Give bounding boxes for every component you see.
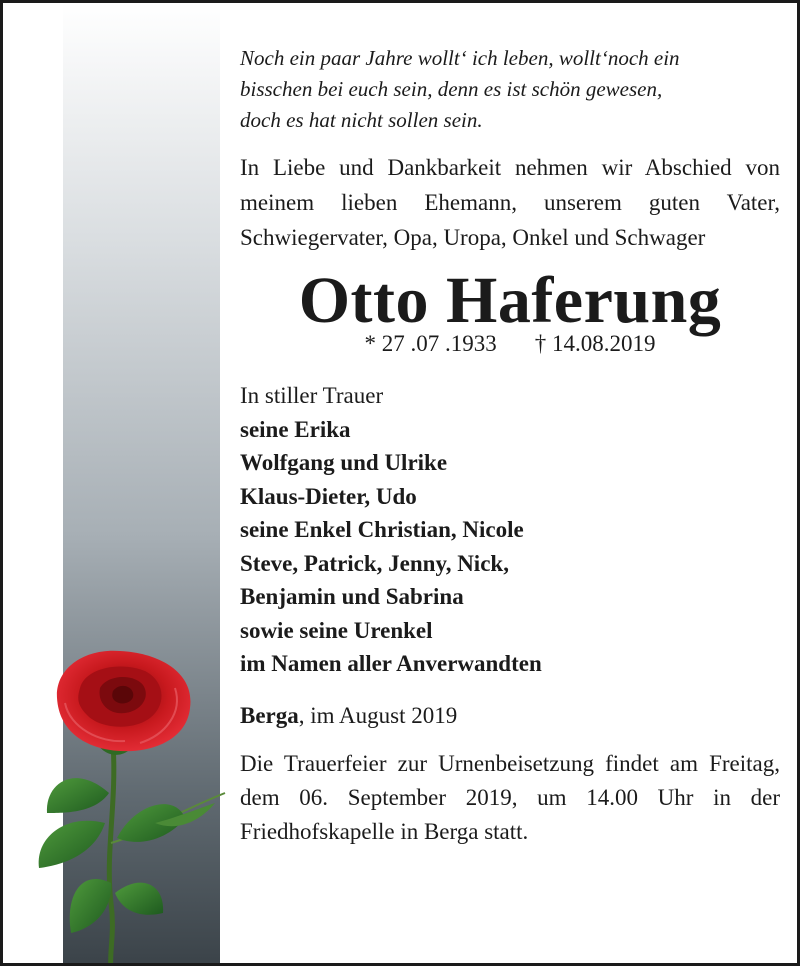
mourner-name: seine Enkel Christian, Nicole	[240, 517, 524, 542]
deceased-name: Otto Haferung	[298, 264, 722, 337]
mourner-name: Wolfgang und Ulrike	[240, 450, 448, 475]
mourner-name: seine Erika	[240, 416, 351, 442]
birth-date: * 27 .07 .1933	[364, 331, 497, 356]
mourner-name: Klaus-Dieter, Udo	[240, 483, 417, 509]
poem	[240, 43, 780, 136]
mourners-heading: In stiller Trauer	[240, 383, 384, 408]
place-date: , im August 2019	[298, 702, 458, 728]
mourner-name: sowie seine Urenkel	[240, 617, 433, 643]
poem-line: doch es hat nicht sollen sein.	[240, 108, 483, 132]
place-city: Berga	[240, 702, 299, 728]
death-date: † 14.08.2019	[534, 331, 656, 356]
rose-icon	[25, 643, 240, 966]
intro-text: In Liebe und Dankbarkeit nehmen wir Abschied von meinem lieben Ehemann, unserem guten Vater, Schwiegervater, Opa, Uropa, Onkel und Schwager	[240, 155, 780, 250]
poem-line: Noch ein paar Jahre wollt‘ ich leben, wollt‘noch ein	[240, 46, 680, 70]
mourner-name: Steve, Patrick, Jenny, Nick,	[240, 550, 509, 576]
mourner-name: im Namen aller Anverwandten	[240, 651, 542, 676]
poem-line: bisschen bei euch sein, denn es ist schön gewesen,	[240, 77, 663, 101]
mourner-name: Benjamin und Sabrina	[240, 584, 464, 609]
ceremony-info: Die Trauerfeier zur Urnenbeisetzung findet am Freitag, dem 06. September 2019, um 14.00 Uhr in der Friedhofskapelle in Berga statt.	[240, 750, 780, 844]
mourners-list	[240, 379, 780, 681]
notice-text-column	[240, 43, 780, 849]
place-and-date	[240, 699, 780, 733]
